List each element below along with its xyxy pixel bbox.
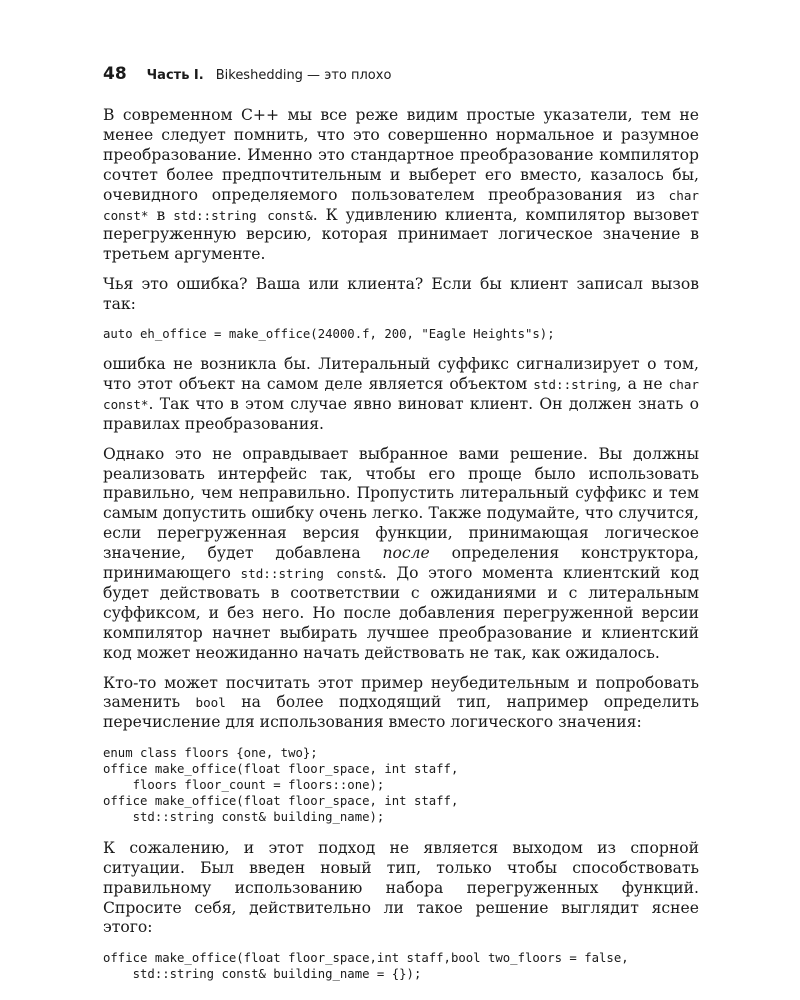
code-block-1: auto eh_office = make_office(24000.f, 200, "Eagle Heights"s); bbox=[103, 327, 555, 342]
inline-code: char const* bbox=[103, 376, 699, 412]
page-body bbox=[103, 106, 699, 983]
paragraph-6: К сожалению, и этот подход не является выходом из спорной ситуации. Был введен новый тип, только чтобы способствовать правильному использованию набора перегруженных функций. Спросите себя, действительно ли такое решение выглядит яснее этого: bbox=[103, 838, 699, 937]
inline-code: char const* bbox=[103, 187, 699, 223]
inline-code: std::string const& bbox=[173, 207, 313, 223]
paragraph-5: Кто-то может посчитать этот пример неубедительным и попробовать заменить bool на более подходящий тип, например определить перечисление для использования вместо логического значения: bbox=[103, 673, 699, 732]
chapter-title: Bikeshedding — это плохо bbox=[215, 68, 392, 83]
inline-code: std::string bbox=[533, 376, 617, 392]
page-header bbox=[103, 64, 391, 86]
paragraph-4: Однако это не оправдывает выбранное вами решение. Вы должны реализовать интерфейс так, чтобы его проще было использовать правильно, чем неправильно. Пропустить литеральный суффикс и тем самым допустить ошибку очень легко. Также подумайте, что случится, если перегруженная версия функции, принимающая логическое значение, будет добавлена после определения конструктора, принимающего std::string const&. До этого момента клиентский код будет действовать в соответствии с ожиданиями и с литеральным суффиксом, и без него. Но после добавления перегруженной версии компилятор начнет выбирать лучшее преобразование и клиентский код может неожиданно начать действовать не так, как ожидалось. bbox=[103, 444, 700, 662]
inline-code: std::string const& bbox=[240, 566, 382, 582]
paragraph-1: В современном C++ мы все реже видим простые указатели, тем не менее следует помнить, что это совершенно нормальное и разумное преобразование. Именно это стандартное преобразование компилятор сочтет более предпочтительным и выберет его вместо, казалось бы, очевидного определяемого пользователем преобразования из char const* в std::string const&. К удивлению клиента, компилятор вызовет перегруженную версию, которая принимает логическое значение в третьем аргументе. bbox=[103, 106, 699, 264]
paragraph-3: ошибка не возникла бы. Литеральный суффикс сигнализирует о том, что этот объект на самом деле является объектом std::string, а не char const*. Так что в этом случае явно виноват клиент. Он должен знать о правилах преобразования. bbox=[103, 354, 699, 433]
code-block-2: enum class floors {one, two}; office make_office(float floor_space, int staff, floors floor_count = floors::one); office make_office(float floor_space, int staff, std::string const& building_name); bbox=[103, 746, 459, 824]
part-label: Часть I. bbox=[146, 68, 204, 83]
code-block-3: office make_office(float floor_space,int staff,bool two_floors = false, std::string const& building_name = {}); bbox=[103, 951, 629, 982]
paragraph-2: Чья это ошибка? Ваша или клиента? Если бы клиент записал вызов так: bbox=[103, 275, 699, 314]
emphasis: после bbox=[382, 544, 430, 563]
page-number: 48 bbox=[103, 64, 127, 84]
inline-code: bool bbox=[195, 695, 226, 711]
